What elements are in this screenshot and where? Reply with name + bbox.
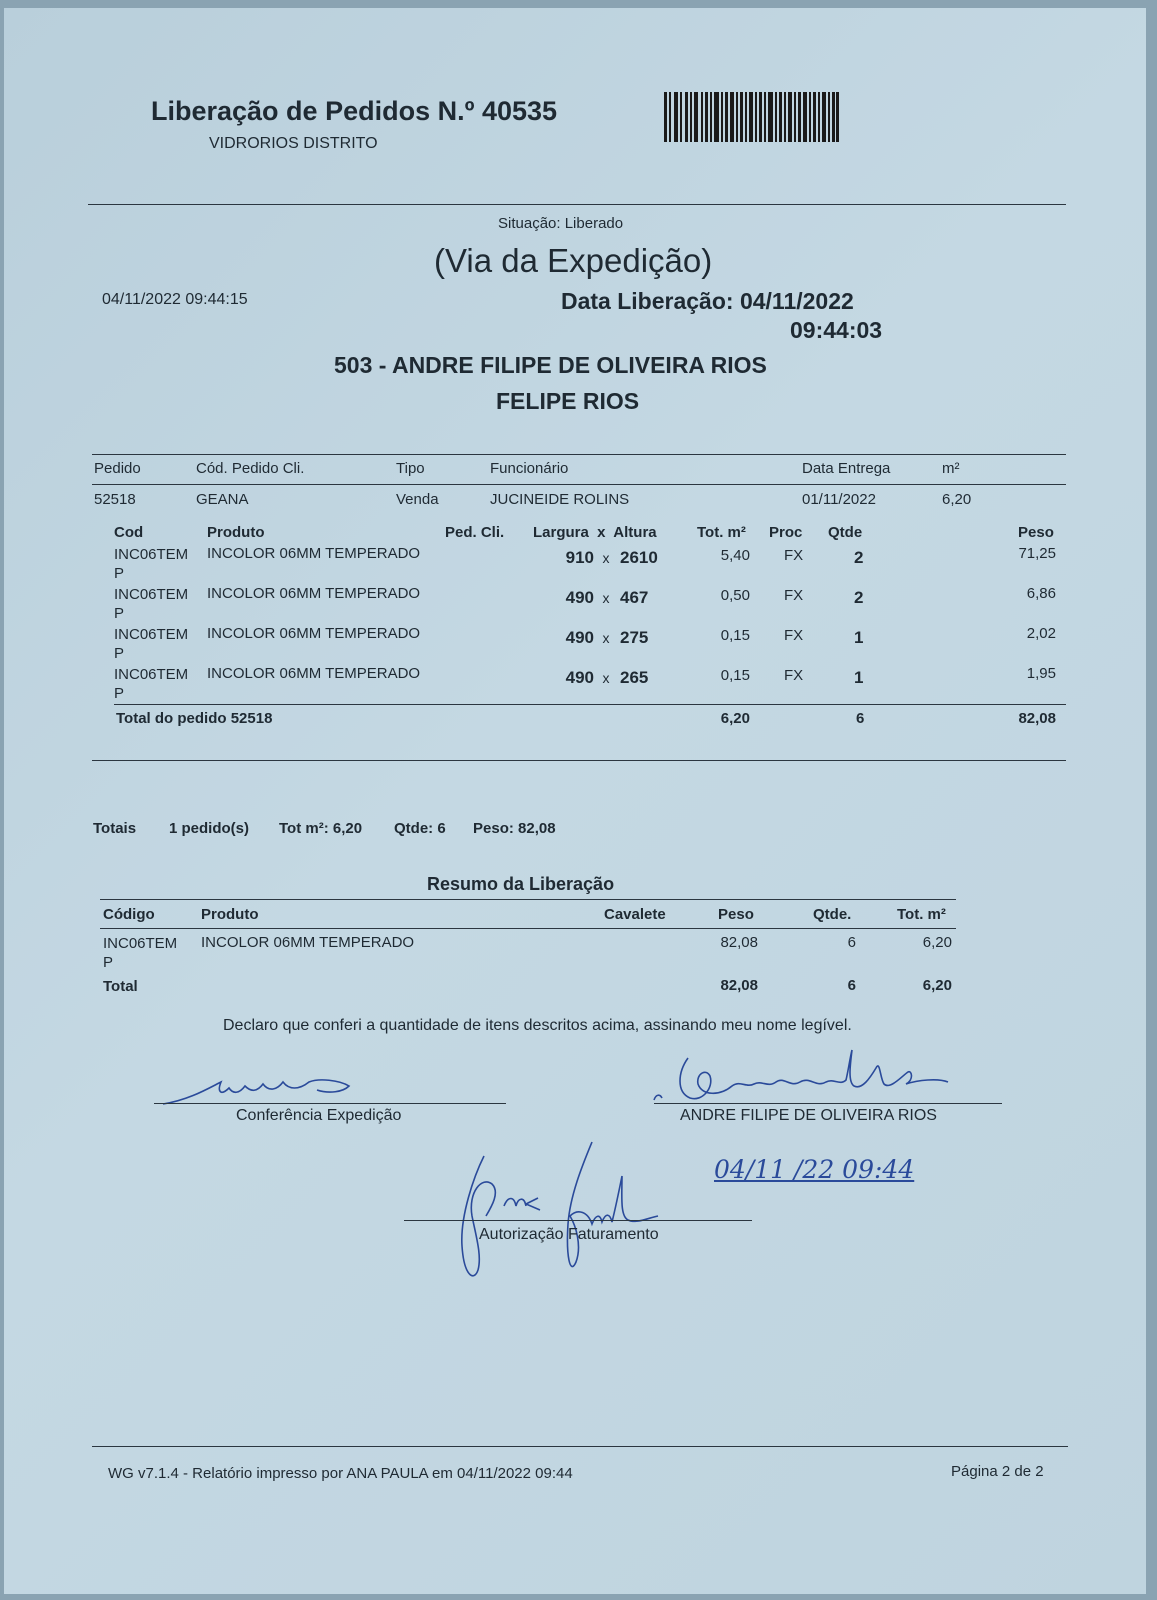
company-name: VIDRORIOS DISTRITO xyxy=(209,135,378,152)
item-produto: INCOLOR 06MM TEMPERADO xyxy=(207,625,421,642)
col-header-funcionario: Funcionário xyxy=(490,460,569,477)
item-peso: 1,95 xyxy=(1026,665,1056,682)
item-produto: INCOLOR 06MM TEMPERADO xyxy=(207,585,421,602)
summary-header-peso: Peso xyxy=(718,906,754,923)
item-x: x xyxy=(602,670,610,686)
item-produto: INCOLOR 06MM TEMPERADO xyxy=(207,665,421,682)
report-title: Liberação de Pedidos N.º 40535 xyxy=(151,96,558,126)
order-total-peso: 82,08 xyxy=(1018,710,1056,727)
declaration-text: Declaro que conferi a quantidade de itens descritos acima, assinando meu nome legível. xyxy=(223,1017,852,1034)
item-largura: 490 xyxy=(565,628,594,647)
order-data-entrega: 01/11/2022 xyxy=(802,491,876,508)
printed-timestamp: 04/11/2022 09:44:15 xyxy=(102,291,248,308)
summary-produto: INCOLOR 06MM TEMPERADO xyxy=(201,934,415,951)
totals-label: Totais xyxy=(93,820,137,837)
items-header-tot-m2: Tot. m² xyxy=(697,524,746,541)
items-bottom-rule xyxy=(92,760,1066,761)
release-time: 09:44:03 xyxy=(790,317,883,343)
item-produto: INCOLOR 06MM TEMPERADO xyxy=(207,545,421,562)
item-cod: INC06TEM P xyxy=(114,546,189,582)
order-total-m2: 6,20 xyxy=(720,710,750,727)
order-cod-cli: GEANA xyxy=(196,491,249,508)
item-altura: 467 xyxy=(620,588,649,607)
page-number: Página 2 de 2 xyxy=(951,1463,1044,1480)
summary-header-produto: Produto xyxy=(201,906,259,923)
item-proc: FX xyxy=(784,547,804,564)
item-x: x xyxy=(602,590,610,606)
item-peso: 71,25 xyxy=(1018,545,1056,562)
order-table-top-rule xyxy=(92,454,1066,455)
item-altura: 265 xyxy=(620,668,649,687)
totals-pedidos: 1 pedido(s) xyxy=(169,820,250,837)
status-text: Situação: Liberado xyxy=(498,215,624,232)
order-table-header-rule xyxy=(92,484,1066,485)
handwritten-date: 04/11 /22 09:44 xyxy=(714,1155,915,1184)
order-funcionario: JUCINEIDE ROLINS xyxy=(490,491,630,508)
autorizacao-label: Autorização Faturamento xyxy=(479,1226,659,1243)
client-nickname: FELIPE RIOS xyxy=(496,388,640,414)
summary-title: Resumo da Liberação xyxy=(427,874,615,894)
order-m2: 6,20 xyxy=(942,491,972,508)
summary-header-cavalete: Cavalete xyxy=(604,906,666,923)
summary-total-label: Total xyxy=(103,978,138,995)
item-altura: 275 xyxy=(620,628,649,647)
col-header-cod-pedido-cli: Cód. Pedido Cli. xyxy=(196,460,305,477)
handwritten-signature xyxy=(650,1048,950,1108)
item-qtde: 1 xyxy=(854,628,864,647)
summary-total-tot-m2: 6,20 xyxy=(922,977,952,994)
signature-line-client xyxy=(654,1103,1002,1104)
summary-codigo: INC06TEM P xyxy=(103,935,178,971)
col-header-m2: m² xyxy=(942,460,960,477)
items-header-peso: Peso xyxy=(1018,524,1054,541)
items-header-qtde: Qtde xyxy=(828,524,863,541)
col-header-tipo: Tipo xyxy=(396,460,425,477)
item-largura: 490 xyxy=(565,588,594,607)
handwritten-signature xyxy=(452,1136,682,1282)
item-x: x xyxy=(602,550,610,566)
via-label: (Via da Expedição) xyxy=(434,242,713,279)
item-altura: 2610 xyxy=(620,548,658,567)
totals-peso: Peso: 82,08 xyxy=(473,820,556,837)
item-tot-m2: 0,15 xyxy=(720,627,750,644)
order-total-label: Total do pedido 52518 xyxy=(116,710,273,727)
totals-qtde: Qtde: 6 xyxy=(394,820,446,837)
item-proc: FX xyxy=(784,627,804,644)
summary-total-peso: 82,08 xyxy=(720,977,758,994)
summary-top-rule xyxy=(100,899,956,900)
items-total-rule xyxy=(114,704,1066,705)
summary-peso: 82,08 xyxy=(720,934,758,951)
item-peso: 6,86 xyxy=(1026,585,1056,602)
footer-printed-by: WG v7.1.4 - Relatório impresso por ANA PAULA em 04/11/2022 09:44 xyxy=(108,1465,573,1482)
release-date: Data Liberação: 04/11/2022 xyxy=(561,288,854,314)
barcode xyxy=(664,92,839,142)
summary-qtde: 6 xyxy=(847,934,856,951)
summary-header-codigo: Código xyxy=(103,906,155,923)
item-largura: 490 xyxy=(565,668,594,687)
items-header-proc: Proc xyxy=(769,524,803,541)
item-qtde: 1 xyxy=(854,668,864,687)
items-header-cod: Cod xyxy=(114,524,144,541)
item-proc: FX xyxy=(784,667,804,684)
item-cod: INC06TEM P xyxy=(114,626,189,662)
item-cod: INC06TEM P xyxy=(114,666,189,702)
item-largura: 910 xyxy=(565,548,594,567)
totals-m2: Tot m²: 6,20 xyxy=(279,820,363,837)
signature-line-autorizacao xyxy=(404,1220,752,1221)
item-tot-m2: 0,15 xyxy=(720,667,750,684)
conferencia-label: Conferência Expedição xyxy=(236,1107,402,1124)
item-qtde: 2 xyxy=(854,588,864,607)
header-divider xyxy=(88,204,1066,205)
summary-total-qtde: 6 xyxy=(847,977,856,994)
footer-rule xyxy=(92,1446,1068,1447)
summary-tot-m2: 6,20 xyxy=(922,934,952,951)
summary-header-qtde: Qtde. xyxy=(813,906,852,923)
item-tot-m2: 0,50 xyxy=(720,587,750,604)
client-name: 503 - ANDRE FILIPE DE OLIVEIRA RIOS xyxy=(334,352,767,378)
item-proc: FX xyxy=(784,587,804,604)
summary-header-tot-m2: Tot. m² xyxy=(897,906,946,923)
items-header-largura-altura: Largura x Altura xyxy=(533,524,657,541)
item-tot-m2: 5,40 xyxy=(720,547,750,564)
order-total-qtde: 6 xyxy=(856,710,865,727)
order-tipo: Venda xyxy=(396,491,439,508)
signature-line-conferencia xyxy=(154,1103,506,1104)
report-page xyxy=(4,8,1146,1594)
item-qtde: 2 xyxy=(854,548,864,567)
item-x: x xyxy=(602,630,610,646)
order-pedido: 52518 xyxy=(94,491,136,508)
items-header-ped-cli: Ped. Cli. xyxy=(445,524,505,541)
col-header-data-entrega: Data Entrega xyxy=(802,460,891,477)
items-header-produto: Produto xyxy=(207,524,265,541)
item-peso: 2,02 xyxy=(1026,625,1056,642)
summary-header-rule xyxy=(100,928,956,929)
item-cod: INC06TEM P xyxy=(114,586,189,622)
client-signature-label: ANDRE FILIPE DE OLIVEIRA RIOS xyxy=(680,1107,937,1124)
col-header-pedido: Pedido xyxy=(94,460,141,477)
